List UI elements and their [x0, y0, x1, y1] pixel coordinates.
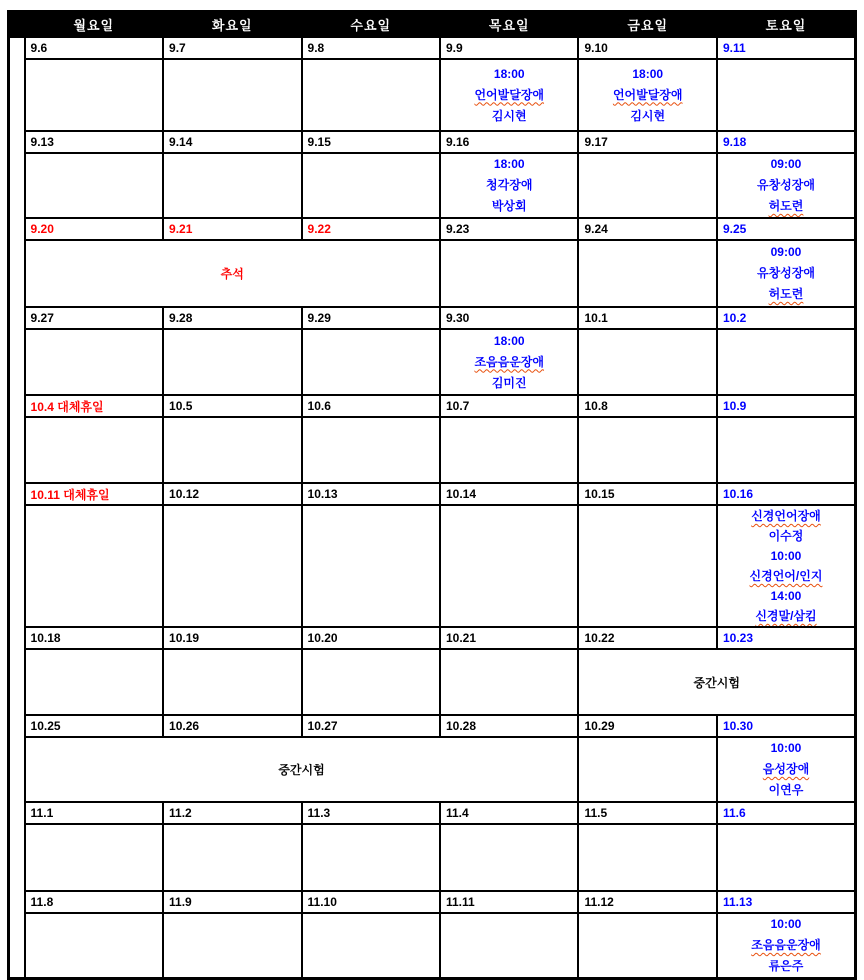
- empty-cell: [440, 649, 578, 715]
- event-time: 18:00: [632, 66, 664, 81]
- date-cell: 10.19: [163, 627, 301, 649]
- empty-cell: [25, 417, 163, 483]
- empty-cell: [302, 649, 440, 715]
- date-cell: 9.14: [163, 131, 301, 153]
- week5-content-row: [9, 417, 856, 483]
- date-cell: 10.14: [440, 483, 578, 505]
- empty-cell: [163, 824, 301, 891]
- event-cell: [717, 737, 856, 802]
- date-cell: 9.10: [578, 37, 716, 59]
- event-name: 이연우: [768, 783, 804, 797]
- date-cell: 9.24: [578, 218, 716, 240]
- date-cell: 10.15: [578, 483, 716, 505]
- empty-cell: [717, 59, 856, 131]
- empty-cell: [163, 153, 301, 218]
- date-cell: 10.13: [302, 483, 440, 505]
- week3-content-row: [9, 240, 856, 307]
- empty-cell: [302, 824, 440, 891]
- empty-cell: [25, 913, 163, 979]
- date-cell: 9.27: [25, 307, 163, 329]
- event-subject: 음성장애: [762, 762, 810, 776]
- date-cell: 11.10: [302, 891, 440, 913]
- week2-date-row: [9, 131, 856, 153]
- date-cell: 10.20: [302, 627, 440, 649]
- event-name: 김시현: [491, 108, 527, 123]
- date-cell: 10.7: [440, 395, 578, 417]
- date-cell-saturday: 9.18: [717, 131, 856, 153]
- empty-cell: [163, 417, 301, 483]
- event-subject: 청각장애: [486, 178, 533, 192]
- day-header-fri: 금요일: [578, 12, 716, 38]
- midterm-exam-cell: 중간시험: [25, 737, 579, 802]
- date-cell: 11.11: [440, 891, 578, 913]
- event-cell: [440, 59, 578, 131]
- date-cell-holiday: 9.22: [302, 218, 440, 240]
- week10-date-row: [9, 891, 856, 913]
- empty-cell: [25, 329, 163, 395]
- weekday-header-row: [9, 12, 856, 38]
- header-corner-cell: [9, 12, 25, 38]
- empty-cell: [302, 329, 440, 395]
- week1-content-row: [9, 59, 856, 131]
- event-time: 10:00: [770, 549, 802, 563]
- week9-content-row: [9, 824, 856, 891]
- empty-cell: [163, 329, 301, 395]
- empty-cell: [302, 59, 440, 131]
- event-name: 김시현: [630, 108, 666, 123]
- empty-cell: [163, 649, 301, 715]
- date-cell: 10.12: [163, 483, 301, 505]
- date-cell-saturday: 10.23: [717, 627, 856, 649]
- date-cell: 11.3: [302, 802, 440, 824]
- date-cell: 9.13: [25, 131, 163, 153]
- empty-cell: [440, 505, 578, 627]
- chuseok-holiday-cell: 추석: [25, 240, 440, 307]
- week10-content-row: [9, 913, 856, 979]
- empty-cell: [717, 417, 856, 483]
- week4-content-row: [9, 329, 856, 395]
- event-name: 허도련: [768, 287, 804, 301]
- empty-cell: [440, 824, 578, 891]
- date-cell: 11.4: [440, 802, 578, 824]
- date-cell: 9.29: [302, 307, 440, 329]
- date-cell: 10.8: [578, 395, 716, 417]
- empty-cell: [717, 329, 856, 395]
- empty-cell: [302, 505, 440, 627]
- event-subject: 유창성장애: [757, 266, 815, 280]
- date-cell: 9.8: [302, 37, 440, 59]
- empty-cell: [578, 913, 716, 979]
- event-subject: 신경말/삼킴: [755, 609, 817, 623]
- date-cell-saturday: 9.11: [717, 37, 856, 59]
- empty-cell: [578, 737, 716, 802]
- weekly-schedule-table: [7, 10, 857, 980]
- event-subject: 신경언어/인지: [749, 569, 823, 583]
- date-cell: 9.6: [25, 37, 163, 59]
- date-cell-holiday: 10.11 대체휴일: [25, 483, 163, 505]
- day-header-thu: 목요일: [440, 12, 578, 38]
- week2-content-row: [9, 153, 856, 218]
- date-cell: 9.9: [440, 37, 578, 59]
- empty-cell: [25, 153, 163, 218]
- event-time: 09:00: [770, 157, 802, 171]
- week8-content-row: [9, 737, 856, 802]
- empty-cell: [440, 913, 578, 979]
- event-name: 박상회: [491, 199, 527, 213]
- empty-cell: [25, 649, 163, 715]
- date-cell: 11.12: [578, 891, 716, 913]
- date-cell: 9.7: [163, 37, 301, 59]
- date-cell: 10.28: [440, 715, 578, 737]
- date-cell: 10.5: [163, 395, 301, 417]
- event-cell: [440, 329, 578, 395]
- empty-cell: [302, 913, 440, 979]
- empty-cell: [578, 824, 716, 891]
- date-cell-holiday: 10.4 대체휴일: [25, 395, 163, 417]
- event-name: 허도련: [768, 199, 804, 213]
- event-time: 14:00: [770, 589, 802, 603]
- empty-cell: [578, 505, 716, 627]
- empty-cell: [302, 153, 440, 218]
- event-cell: [440, 153, 578, 218]
- event-time: 09:00: [770, 245, 802, 259]
- date-cell-saturday: 10.16: [717, 483, 856, 505]
- event-time: 18:00: [493, 333, 525, 348]
- event-time: 10:00: [770, 741, 802, 755]
- week7-date-row: [9, 627, 856, 649]
- week8-date-row: [9, 715, 856, 737]
- event-subject: 언어발달장애: [474, 87, 545, 102]
- date-cell-saturday: 10.9: [717, 395, 856, 417]
- empty-cell: [717, 824, 856, 891]
- date-cell: 10.25: [25, 715, 163, 737]
- date-cell: 9.28: [163, 307, 301, 329]
- date-cell-holiday: 9.20: [25, 218, 163, 240]
- date-cell: 9.30: [440, 307, 578, 329]
- date-cell: 11.9: [163, 891, 301, 913]
- date-cell: 9.16: [440, 131, 578, 153]
- week9-date-row: [9, 802, 856, 824]
- day-header-wed: 수요일: [302, 12, 440, 38]
- date-cell: 11.8: [25, 891, 163, 913]
- date-cell: 10.29: [578, 715, 716, 737]
- date-cell: 10.22: [578, 627, 716, 649]
- date-cell-saturday: 9.25: [717, 218, 856, 240]
- date-cell: 10.26: [163, 715, 301, 737]
- empty-cell: [578, 240, 716, 307]
- week7-content-row: [9, 649, 856, 715]
- week3-date-row: [9, 218, 856, 240]
- event-cell: [717, 505, 856, 627]
- day-header-mon: 월요일: [25, 12, 163, 38]
- event-name: 김미진: [491, 375, 527, 390]
- day-header-sat: 토요일: [717, 12, 856, 38]
- event-cell: [717, 153, 856, 218]
- empty-cell: [163, 59, 301, 131]
- event-time: 18:00: [493, 157, 525, 171]
- week4-date-row: [9, 307, 856, 329]
- empty-cell: [25, 505, 163, 627]
- date-cell-saturday: 11.6: [717, 802, 856, 824]
- empty-cell: [302, 417, 440, 483]
- empty-cell: [578, 153, 716, 218]
- empty-cell: [440, 240, 578, 307]
- empty-cell: [163, 505, 301, 627]
- empty-cell: [163, 913, 301, 979]
- event-cell: [717, 240, 856, 307]
- week6-date-row: [9, 483, 856, 505]
- week1-date-row: [9, 37, 856, 59]
- event-cell: [717, 913, 856, 979]
- date-cell: 10.18: [25, 627, 163, 649]
- date-cell-holiday: 9.21: [163, 218, 301, 240]
- event-name: 이수정: [768, 529, 804, 543]
- date-cell: 9.17: [578, 131, 716, 153]
- date-cell: 9.15: [302, 131, 440, 153]
- week6-content-row: [9, 505, 856, 627]
- date-cell: 10.21: [440, 627, 578, 649]
- empty-cell: [578, 329, 716, 395]
- event-name: 류은주: [768, 959, 804, 973]
- empty-cell: [440, 417, 578, 483]
- event-subject: 조음음운장애: [474, 354, 545, 369]
- date-cell-saturday: 11.13: [717, 891, 856, 913]
- left-gutter-cell: [9, 37, 25, 979]
- event-time: 18:00: [493, 66, 525, 81]
- empty-cell: [25, 59, 163, 131]
- date-cell: 11.2: [163, 802, 301, 824]
- event-subject: 유창성장애: [757, 178, 815, 192]
- midterm-exam-cell: 중간시험: [578, 649, 855, 715]
- event-subject: 언어발달장애: [612, 87, 683, 102]
- empty-cell: [578, 417, 716, 483]
- empty-cell: [25, 824, 163, 891]
- date-cell: 11.5: [578, 802, 716, 824]
- date-cell-saturday: 10.30: [717, 715, 856, 737]
- date-cell-saturday: 10.2: [717, 307, 856, 329]
- event-cell: [578, 59, 716, 131]
- day-header-tue: 화요일: [163, 12, 301, 38]
- event-subject: 조음음운장애: [751, 938, 821, 952]
- date-cell: 9.23: [440, 218, 578, 240]
- week5-date-row: [9, 395, 856, 417]
- date-cell: 10.1: [578, 307, 716, 329]
- date-cell: 10.27: [302, 715, 440, 737]
- event-subject: 신경언어장애: [751, 509, 821, 523]
- date-cell: 11.1: [25, 802, 163, 824]
- date-cell: 10.6: [302, 395, 440, 417]
- event-time: 10:00: [770, 917, 802, 931]
